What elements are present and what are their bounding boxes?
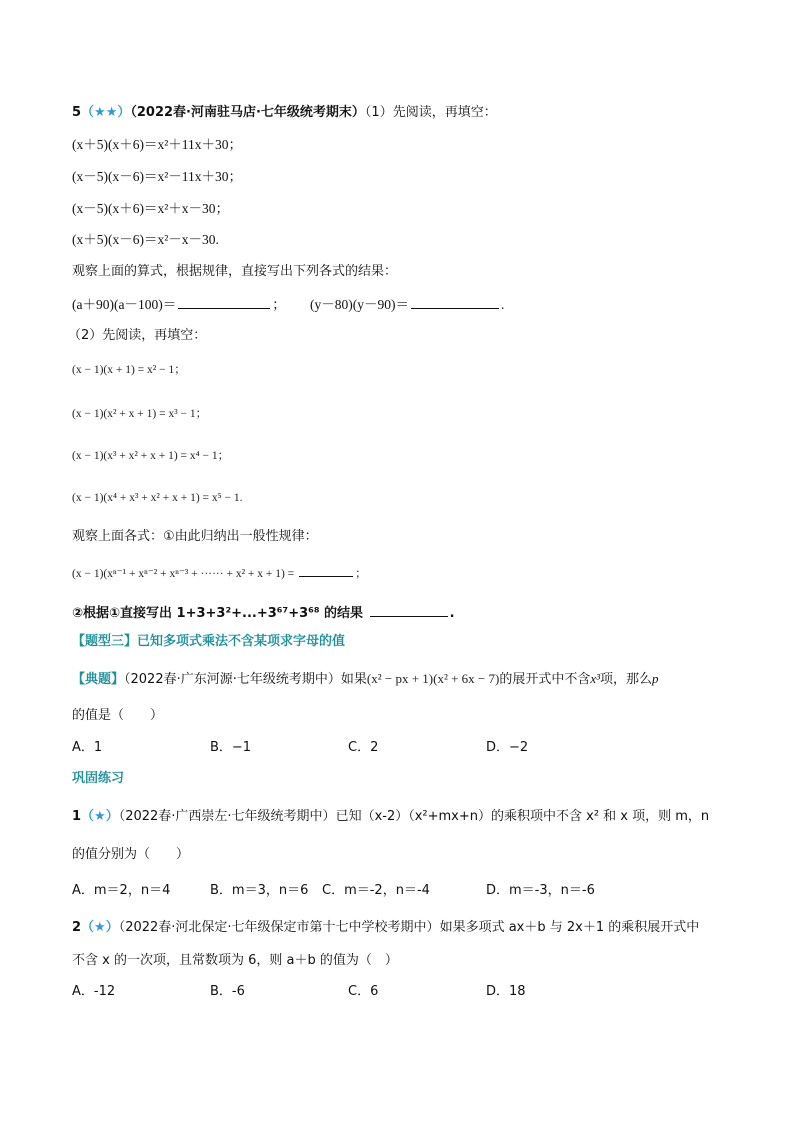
- example-expression: (x² − px + 1)(x² + 6x − 7): [366, 671, 500, 686]
- example-line1: [72, 670, 659, 689]
- q5-peq4: (x − 1)(x⁴ + x³ + x² + x + 1) = x⁵ − 1.: [72, 492, 243, 504]
- example-option-d[interactable]: D．−2: [486, 740, 529, 755]
- q5-number: 5: [72, 105, 82, 120]
- answer-blank-a[interactable]: [178, 295, 270, 309]
- q5-fill-line-b: [310, 295, 504, 314]
- p1-options: [72, 882, 732, 900]
- q5-observe1: 观察上面的算式，根据规律，直接写出下列各式的结果：: [72, 264, 398, 279]
- p2-text: 如果多项式 ax＋b 与 2x＋1 的乘积展开式中: [439, 920, 700, 935]
- example-term: x³: [590, 671, 601, 686]
- example-option-b[interactable]: B．−1: [210, 740, 252, 755]
- example-var: p: [652, 671, 659, 686]
- q5-general-line: [72, 563, 367, 583]
- q5-eq2: (x－5)(x－6)＝x²－11x＋30；: [72, 169, 243, 184]
- answer-blank-b[interactable]: [411, 295, 499, 309]
- sum-end: .: [449, 606, 455, 621]
- fill1-expr-a: (a＋90)(a－100)＝: [72, 297, 177, 312]
- p2-option-c[interactable]: C．6: [348, 984, 379, 999]
- p1-option-c[interactable]: C．m＝-2，n＝-4: [322, 883, 430, 898]
- difficulty-stars: （★★）: [81, 105, 131, 120]
- q5-header: [72, 104, 497, 122]
- q5-peq1: (x − 1)(x + 1) = x² − 1；: [72, 364, 186, 376]
- answer-blank-general[interactable]: [299, 563, 353, 577]
- example-tag: 【典题】: [72, 672, 125, 687]
- example-options: [72, 739, 732, 757]
- example-option-a[interactable]: A．1: [72, 740, 103, 755]
- q5-source: （2022春·河南驻马店·七年级统考期末）: [130, 105, 365, 120]
- p1-option-d[interactable]: D．m＝-3，n＝-6: [486, 883, 595, 898]
- p2-options: [72, 983, 732, 1001]
- p2-number: 2: [72, 920, 82, 935]
- p2-stars: （★）: [81, 920, 119, 935]
- p1-source: （2022春·广西崇左·七年级统考期中）: [118, 809, 336, 824]
- answer-blank-sum[interactable]: [370, 603, 448, 617]
- p2-option-b[interactable]: B．-6: [210, 984, 245, 999]
- example-option-c[interactable]: C．2: [348, 740, 379, 755]
- general-formula: (x − 1)(xⁿ⁻¹ + xⁿ⁻² + xⁿ⁻³ + ······ + x² + x + 1) =: [72, 568, 298, 580]
- fill1-expr-b: (y－80)(y－90)＝: [310, 297, 409, 312]
- p1-line2: 的值分别为（ ）: [72, 847, 190, 862]
- q5-peq3: (x − 1)(x³ + x² + x + 1) = x⁴ − 1；: [72, 450, 230, 462]
- example-text-a: 如果: [340, 672, 367, 687]
- q5-eq3: (x－5)(x＋6)＝x²＋x－30；: [72, 201, 230, 216]
- sum-question: ②根据①直接写出 1+3+3²+...+3⁶⁷+3⁶⁸ 的结果: [72, 606, 364, 621]
- q5-part2: （2）先阅读，再填空：: [68, 328, 207, 343]
- q5-peq2: (x − 1)(x² + x + 1) = x³ − 1；: [72, 408, 208, 420]
- p1-text: 已知（x-2）（x²+mx+n）的乘积项中不含 x² 和 x 项，则 m，n: [335, 809, 710, 824]
- p1-option-a[interactable]: A．m＝2，n＝4: [72, 883, 171, 898]
- q5-part1: （1）先阅读，再填空：: [364, 105, 497, 120]
- p1-option-b[interactable]: B．m＝3，n＝6: [210, 883, 309, 898]
- q5-observe2: 观察上面各式：①由此归纳出一般性规律：: [72, 529, 318, 544]
- p2-option-a[interactable]: A．-12: [72, 984, 116, 999]
- p1-number: 1: [72, 809, 82, 824]
- p1-stars: （★）: [81, 809, 119, 824]
- section-heading-practice: 巩固练习: [72, 771, 125, 786]
- example-source: （2022春·广东河源·七年级统考期中）: [124, 672, 341, 687]
- p2-option-d[interactable]: D．18: [486, 984, 526, 999]
- p1-line1: [72, 808, 709, 826]
- p2-line1: [72, 919, 699, 937]
- general-end: ；: [355, 568, 367, 580]
- q5-eq1: (x＋5)(x＋6)＝x²＋11x＋30；: [72, 137, 243, 152]
- example-line2: 的值是（ ）: [72, 708, 164, 723]
- section-heading-type3: 【题型三】已知多项式乘法不含某项求字母的值: [72, 634, 346, 649]
- q5-sum-line: [72, 603, 455, 623]
- q5-fill-line: [72, 295, 286, 314]
- example-text-b: 的展开式中不含: [499, 672, 591, 687]
- example-text-c: 项，那么: [600, 672, 653, 687]
- p2-line2: 不含 x 的一次项，且常数项为 6，则 a＋b 的值为（ ）: [72, 953, 398, 968]
- q5-eq4: (x＋5)(x－6)＝x²－x－30.: [72, 232, 219, 247]
- fill1-sep: ；: [272, 297, 286, 312]
- fill1-end: .: [500, 297, 505, 312]
- p2-source: （2022春·河北保定·七年级保定市第十七中学校考期中）: [118, 920, 440, 935]
